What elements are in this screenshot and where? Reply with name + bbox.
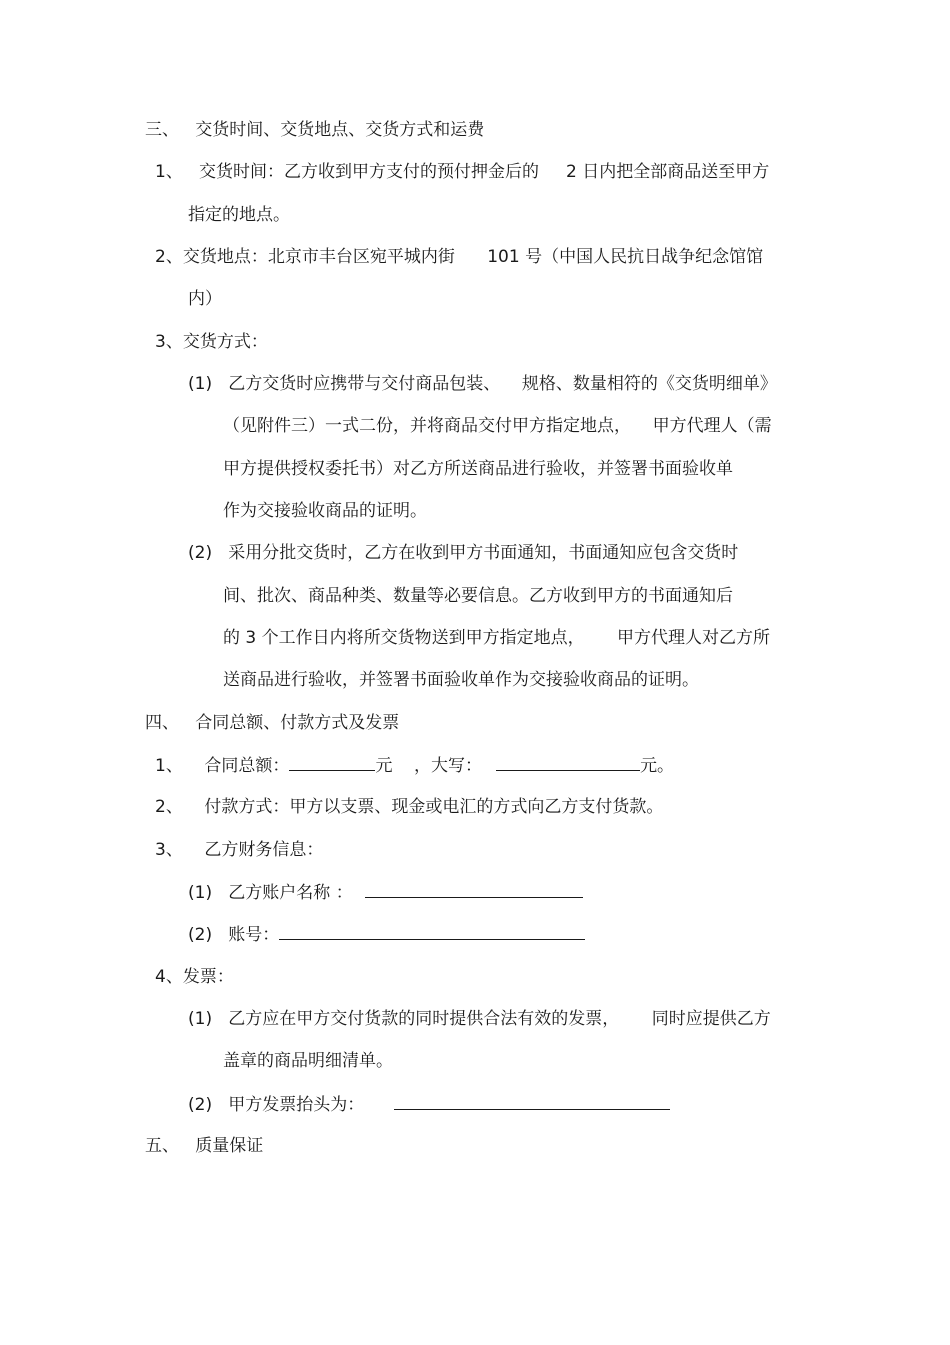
- section-3-sub-2-line-3: 的 3 个工作日内将所交货物送到甲方指定地点， 甲方代理人对乙方所: [223, 628, 771, 648]
- section-3-sub-1-line-3: 甲方提供授权委托书）对乙方所送商品进行验收，并签署书面验收单: [223, 459, 733, 479]
- section-3-sub-2-line-4: 送商品进行验收，并签署书面验收单作为交接验收商品的证明。: [223, 670, 699, 690]
- account-number-label: (2) 账号：: [188, 925, 280, 945]
- section-3-item-3-heading: 3、交货方式：: [155, 332, 268, 352]
- yuan-end-label: 元。: [640, 756, 675, 776]
- section-4-item-3-sub-1: [188, 881, 583, 904]
- section-4-item-4-sub-2: [188, 1093, 670, 1116]
- section-4-item-4-sub-1-line-1: (1) 乙方应在甲方交付货款的同时提供合法有效的发票， 同时应提供乙方: [188, 1009, 771, 1029]
- section-3-item-1-line-1: 1、 交货时间：乙方收到甲方支付的预付押金后的 2 日内把全部商品送至甲方: [155, 162, 770, 182]
- section-3-item-2-line-1: 2、交货地点：北京市丰台区宛平城内街 101 号（中国人民抗日战争纪念馆馆: [155, 247, 764, 267]
- contract-total-uppercase-blank: [496, 754, 640, 771]
- invoice-title-blank: [394, 1093, 670, 1110]
- section-4-item-3-heading: 3、 乙方财务信息：: [155, 840, 324, 860]
- yuan-uppercase-label: 元 ，大写：: [375, 756, 483, 776]
- section-3-sub-2-line-1: (2) 采用分批交货时，乙方在收到甲方书面通知，书面通知应包含交货时: [188, 543, 739, 563]
- section-5-heading: 五、 质量保证: [145, 1136, 264, 1156]
- section-4-item-4-heading: 4、发票：: [155, 967, 234, 987]
- section-3-sub-1-line-2: （见附件三）一式二份，并将商品交付甲方指定地点， 甲方代理人（需: [223, 416, 772, 436]
- section-4-item-4-sub-1-line-2: 盖章的商品明细清单。: [223, 1051, 393, 1071]
- section-3-sub-1-line-1: (1) 乙方交货时应携带与交付商品包装、 规格、数量相符的《交货明细单》: [188, 374, 777, 394]
- account-name-label: (1) 乙方账户名称 ：: [188, 883, 353, 903]
- section-3-sub-2-line-2: 间、批次、商品种类、数量等必要信息。乙方收到甲方的书面通知后: [223, 586, 733, 606]
- section-3-item-1-line-2: 指定的地点。: [188, 205, 290, 225]
- contract-total-amount-blank: [289, 754, 375, 771]
- section-3-heading: 三、 交货时间、交货地点、交货方式和运费: [145, 120, 485, 140]
- invoice-title-label: (2) 甲方发票抬头为：: [188, 1095, 365, 1115]
- section-4-item-1: [155, 754, 674, 777]
- account-name-blank: [365, 881, 583, 898]
- contract-total-label: 1、 合同总额：: [155, 756, 290, 776]
- section-4-heading: 四、 合同总额、付款方式及发票: [145, 713, 400, 733]
- account-number-blank: [279, 923, 585, 940]
- section-3-item-2-line-2: 内）: [188, 289, 222, 309]
- section-4-item-2: 2、 付款方式：甲方以支票、现金或电汇的方式向乙方支付货款。: [155, 797, 664, 817]
- section-3-sub-1-line-4: 作为交接验收商品的证明。: [223, 501, 427, 521]
- section-4-item-3-sub-2: [188, 923, 585, 946]
